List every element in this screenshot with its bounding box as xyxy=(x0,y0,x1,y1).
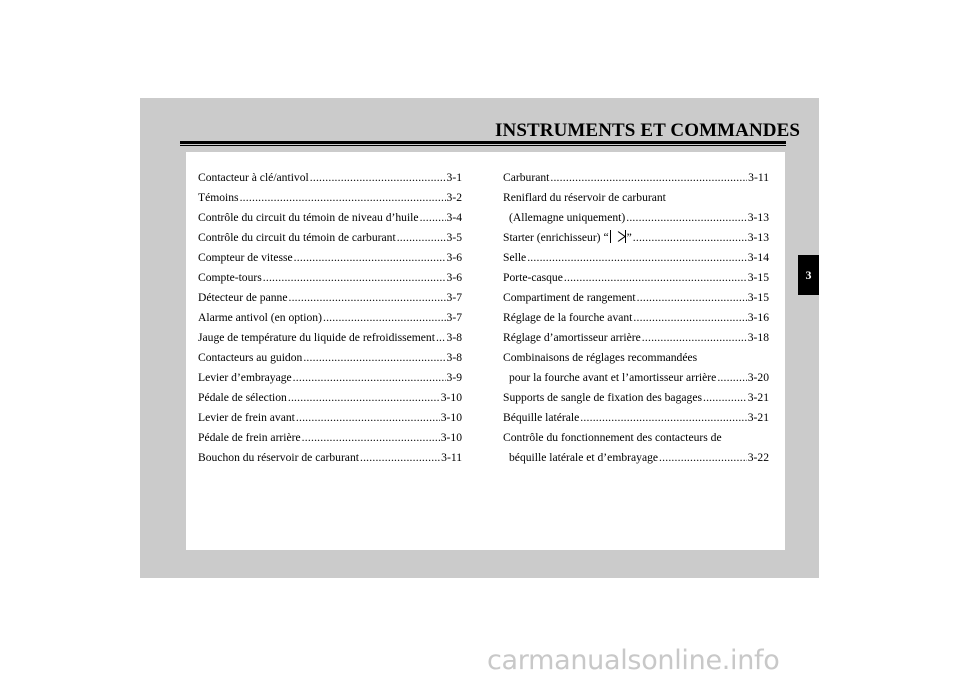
leader-dots xyxy=(633,228,747,248)
leader-dots xyxy=(633,308,746,328)
leader-dots xyxy=(288,388,440,408)
leader-dots xyxy=(564,268,747,288)
leader-dots xyxy=(323,308,446,328)
toc-entry[interactable]: Compteur de vitesse ..... 3-6 xyxy=(198,248,462,268)
leader-dots xyxy=(288,288,445,308)
toc-entry-combinaisons[interactable]: pour la fourche avant et l’amortisseur arrière ..... 3-20 xyxy=(503,368,769,388)
leader-dots xyxy=(659,448,747,468)
toc-entry[interactable]: Contacteur à clé/antivol ..... 3-1 xyxy=(198,168,462,188)
toc-entry[interactable]: Compte-tours ..... 3-6 xyxy=(198,268,462,288)
toc-entry-starter[interactable]: Starter (enrichisseur) “ ” ..... 3-13 xyxy=(503,228,769,248)
toc-entry-supports[interactable]: Supports de sangle de fixation des bagages ..... 3-21 xyxy=(503,388,769,408)
leader-dots xyxy=(703,388,747,408)
toc-entry[interactable]: Contacteurs au guidon ..... 3-8 xyxy=(198,348,462,368)
leader-dots xyxy=(550,168,747,188)
choke-icon xyxy=(610,230,626,243)
leader-dots xyxy=(303,348,445,368)
leader-dots xyxy=(296,408,440,428)
leader-dots xyxy=(626,208,747,228)
toc-entry-compartiment[interactable]: Compartiment de rangement ..... 3-15 xyxy=(503,288,769,308)
leader-dots xyxy=(360,448,440,468)
toc-entry[interactable]: Pédale de frein arrière ..... 3-10 xyxy=(198,428,462,448)
leader-dots xyxy=(580,408,746,428)
leader-dots xyxy=(293,368,446,388)
leader-dots xyxy=(637,288,747,308)
toc-entry-carburant[interactable]: Carburant ..... 3-11 xyxy=(503,168,769,188)
toc-entry[interactable]: Détecteur de panne ..... 3-7 xyxy=(198,288,462,308)
toc-entry-fourche[interactable]: Réglage de la fourche avant ..... 3-16 xyxy=(503,308,769,328)
title-rule-thin xyxy=(180,145,786,146)
toc-entry-reniflard-line1[interactable]: Reniflard du réservoir de carburant xyxy=(503,191,666,204)
toc-entry[interactable]: Contrôle du circuit du témoin de niveau d’huile ..... 3-4 xyxy=(198,208,462,228)
toc-entry[interactable]: Jauge de température du liquide de refroidissement ..... 3-8 xyxy=(198,328,462,348)
starter-label: Starter (enrichisseur) “ xyxy=(503,231,609,244)
leader-dots xyxy=(717,368,746,388)
watermark: carmanualsonline.info xyxy=(487,645,780,676)
title-rule xyxy=(180,141,786,144)
toc-left-column xyxy=(198,168,462,468)
toc-entry[interactable]: Témoins ..... 3-2 xyxy=(198,188,462,208)
toc-entry-combinaisons-line1[interactable]: Combinaisons de réglages recommandées xyxy=(503,351,698,364)
toc-entry[interactable]: Levier d’embrayage ..... 3-9 xyxy=(198,368,462,388)
leader-dots xyxy=(642,328,747,348)
leader-dots xyxy=(302,428,440,448)
page-title: INSTRUMENTS ET COMMANDES xyxy=(495,120,801,141)
toc-entry-selle[interactable]: Selle ..... 3-14 xyxy=(503,248,769,268)
toc-entry-amortisseur[interactable]: Réglage d’amortisseur arrière ..... 3-18 xyxy=(503,328,769,348)
toc-right-column xyxy=(503,168,769,468)
toc-entry[interactable]: Alarme antivol (en option) ..... 3-7 xyxy=(198,308,462,328)
toc-entry-controle[interactable]: béquille latérale et d’embrayage ..... 3-22 xyxy=(503,448,769,468)
toc-entry-reniflard[interactable]: (Allemagne uniquement) ..... 3-13 xyxy=(503,208,769,228)
leader-dots xyxy=(436,328,446,348)
toc-entry[interactable]: Levier de frein avant ..... 3-10 xyxy=(198,408,462,428)
leader-dots xyxy=(294,248,446,268)
leader-dots xyxy=(397,228,446,248)
leader-dots xyxy=(310,168,446,188)
toc-entry-controle-line1[interactable]: Contrôle du fonctionnement des contacteurs de xyxy=(503,431,722,444)
leader-dots xyxy=(527,248,747,268)
toc-entry-bequille[interactable]: Béquille latérale ..... 3-21 xyxy=(503,408,769,428)
toc-entry[interactable]: Bouchon du réservoir de carburant ..... 3-11 xyxy=(198,448,462,468)
starter-label-close: ” xyxy=(626,231,632,244)
leader-dots xyxy=(240,188,446,208)
leader-dots xyxy=(263,268,446,288)
toc-entry-porte-casque[interactable]: Porte-casque ..... 3-15 xyxy=(503,268,769,288)
toc-entry[interactable]: Contrôle du circuit du témoin de carburant ..... 3-5 xyxy=(198,228,462,248)
chapter-tab: 3 xyxy=(798,255,819,295)
leader-dots xyxy=(420,208,446,228)
toc-entry[interactable]: Pédale de sélection ..... 3-10 xyxy=(198,388,462,408)
